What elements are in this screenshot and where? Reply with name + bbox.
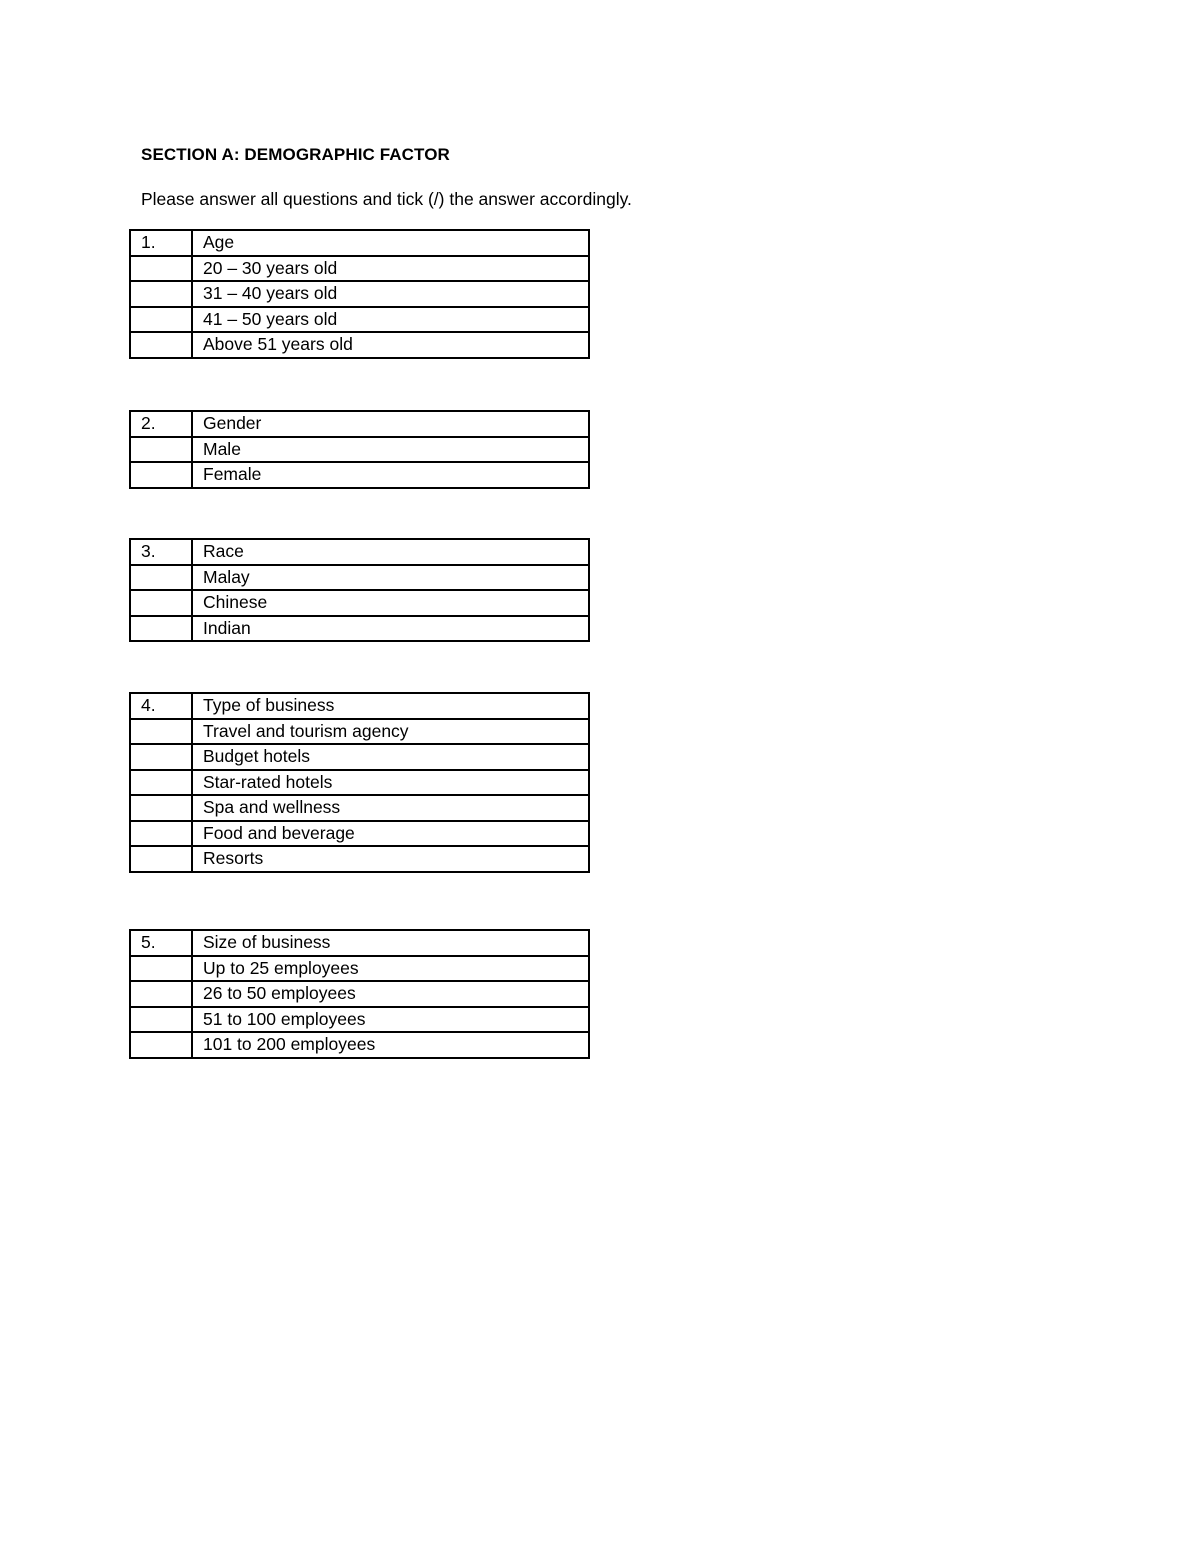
question-label: Gender bbox=[192, 411, 589, 437]
option-row bbox=[130, 281, 589, 307]
option-row bbox=[130, 770, 589, 796]
option-label: 41 – 50 years old bbox=[192, 307, 589, 333]
option-label: Indian bbox=[192, 616, 589, 642]
option-row bbox=[130, 795, 589, 821]
option-row bbox=[130, 332, 589, 358]
tick-box[interactable] bbox=[130, 719, 192, 745]
question-table-age bbox=[129, 229, 590, 359]
option-label: 20 – 30 years old bbox=[192, 256, 589, 282]
instruction-text: Please answer all questions and tick (/) the answer accordingly. bbox=[141, 189, 632, 209]
option-label: Star-rated hotels bbox=[192, 770, 589, 796]
option-label: Male bbox=[192, 437, 589, 463]
option-label: Travel and tourism agency bbox=[192, 719, 589, 745]
tick-box[interactable] bbox=[130, 565, 192, 591]
question-table-business-size bbox=[129, 929, 590, 1059]
option-label: 101 to 200 employees bbox=[192, 1032, 589, 1058]
option-label: Malay bbox=[192, 565, 589, 591]
option-row bbox=[130, 981, 589, 1007]
question-number: 3. bbox=[130, 539, 192, 565]
option-row bbox=[130, 565, 589, 591]
question-label: Size of business bbox=[192, 930, 589, 956]
option-row bbox=[130, 744, 589, 770]
question-header bbox=[130, 539, 589, 565]
question-number: 1. bbox=[130, 230, 192, 256]
option-row bbox=[130, 256, 589, 282]
tick-box[interactable] bbox=[130, 256, 192, 282]
question-header bbox=[130, 693, 589, 719]
tick-box[interactable] bbox=[130, 462, 192, 488]
tick-box[interactable] bbox=[130, 981, 192, 1007]
question-label: Race bbox=[192, 539, 589, 565]
option-label: 31 – 40 years old bbox=[192, 281, 589, 307]
option-row bbox=[130, 1007, 589, 1033]
question-header bbox=[130, 230, 589, 256]
option-label: Female bbox=[192, 462, 589, 488]
tick-box[interactable] bbox=[130, 821, 192, 847]
tick-box[interactable] bbox=[130, 846, 192, 872]
tick-box[interactable] bbox=[130, 770, 192, 796]
option-row bbox=[130, 719, 589, 745]
option-row bbox=[130, 616, 589, 642]
option-row bbox=[130, 462, 589, 488]
option-label: Spa and wellness bbox=[192, 795, 589, 821]
section-title: SECTION A: DEMOGRAPHIC FACTOR bbox=[141, 145, 450, 164]
tick-box[interactable] bbox=[130, 956, 192, 982]
question-number: 4. bbox=[130, 693, 192, 719]
option-label: Budget hotels bbox=[192, 744, 589, 770]
option-label: Chinese bbox=[192, 590, 589, 616]
question-header bbox=[130, 411, 589, 437]
question-number: 5. bbox=[130, 930, 192, 956]
option-label: Resorts bbox=[192, 846, 589, 872]
option-label: 26 to 50 employees bbox=[192, 981, 589, 1007]
question-header bbox=[130, 930, 589, 956]
option-row bbox=[130, 956, 589, 982]
question-table-business-type bbox=[129, 692, 590, 873]
option-row bbox=[130, 846, 589, 872]
tick-box[interactable] bbox=[130, 332, 192, 358]
tick-box[interactable] bbox=[130, 795, 192, 821]
option-row bbox=[130, 590, 589, 616]
question-table-gender bbox=[129, 410, 590, 489]
question-label: Type of business bbox=[192, 693, 589, 719]
question-table-race bbox=[129, 538, 590, 642]
option-label: Food and beverage bbox=[192, 821, 589, 847]
question-label: Age bbox=[192, 230, 589, 256]
option-row bbox=[130, 1032, 589, 1058]
option-label: 51 to 100 employees bbox=[192, 1007, 589, 1033]
tick-box[interactable] bbox=[130, 616, 192, 642]
tick-box[interactable] bbox=[130, 590, 192, 616]
tick-box[interactable] bbox=[130, 281, 192, 307]
tick-box[interactable] bbox=[130, 307, 192, 333]
option-row bbox=[130, 307, 589, 333]
option-row bbox=[130, 437, 589, 463]
option-label: Above 51 years old bbox=[192, 332, 589, 358]
tick-box[interactable] bbox=[130, 1032, 192, 1058]
option-row bbox=[130, 821, 589, 847]
question-number: 2. bbox=[130, 411, 192, 437]
option-label: Up to 25 employees bbox=[192, 956, 589, 982]
tick-box[interactable] bbox=[130, 1007, 192, 1033]
tick-box[interactable] bbox=[130, 437, 192, 463]
tick-box[interactable] bbox=[130, 744, 192, 770]
